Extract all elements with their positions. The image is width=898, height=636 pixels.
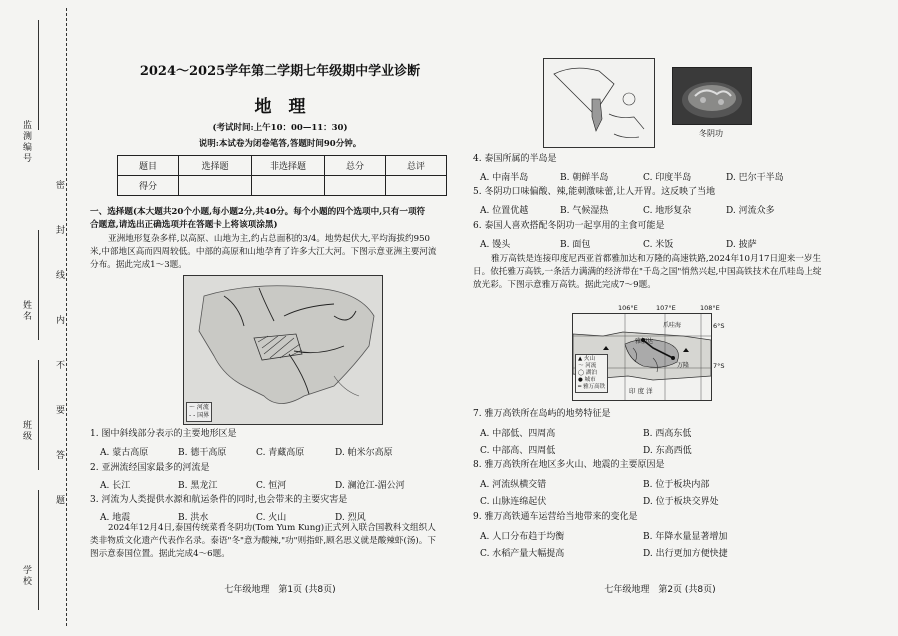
footer-left: 七年级地理 第1页 (共8页): [224, 585, 336, 595]
binding-label-school: 学校: [21, 565, 31, 587]
binding-warning: 密 封 线 内 不 要 答 题: [54, 180, 64, 506]
option-8d[interactable]: D. 位于板块交界处: [643, 497, 719, 507]
option-8a[interactable]: A. 河流纵横交错: [480, 480, 547, 490]
option-8c[interactable]: C. 山脉连绵起伏: [480, 497, 547, 507]
passage-railway: 雅万高铁是连接印度尼西亚首都雅加达和万隆的高速铁路,2024年10月17日迎来一岁生日。依托雅万高铁,一条活力满满的经济带在"千岛之国"悄然兴起,中国高铁技术在爪哇岛上绽放光彩。下图示意雅万高铁。据此完成7～9题。: [473, 254, 822, 290]
option-8b[interactable]: B. 位于板块内部: [643, 480, 710, 490]
binding-underline: [38, 490, 39, 610]
score-header: 非选择题: [252, 156, 325, 176]
option-5a[interactable]: A. 位置优越: [480, 206, 529, 216]
option-3a[interactable]: A. 地震: [100, 513, 131, 523]
option-1b[interactable]: B. 德干高原: [178, 448, 227, 458]
city-bandung: 万隆: [677, 362, 690, 369]
option-6a[interactable]: A. 馒头: [480, 240, 511, 250]
thailand-location-map: [543, 58, 655, 148]
passage-thailand: 2024年12月4日,泰国传统菜肴冬阴功(Tom Yum Kung)正式列入联合国教科文组织人类非物质文化遗产代表作名录。泰语"冬"意为酸辣,"功"则指虾,顾名思义就是酸辣虾(汤)。下图示意泰国位置。据此完成4～6题。: [90, 523, 436, 559]
option-9c[interactable]: C. 水稻产量大幅提高: [480, 549, 565, 559]
option-1a[interactable]: A. 蒙古高原: [100, 448, 149, 458]
option-7d[interactable]: D. 东高西低: [643, 446, 692, 456]
footer-right: 七年级地理 第2页 (共8页): [604, 585, 716, 595]
subject-title: 地 理: [254, 97, 306, 117]
option-5c[interactable]: C. 地形复杂: [643, 206, 692, 216]
option-2a[interactable]: A. 长江: [100, 481, 131, 491]
score-header: 总分: [325, 156, 386, 176]
option-2b[interactable]: B. 黑龙江: [178, 481, 218, 491]
binding-label-id: 监测编号: [21, 120, 31, 164]
section-intro: 合题意,请选出正确选项并在答题卡上将该项涂黑): [90, 220, 278, 230]
option-9b[interactable]: B. 年降水量显著增加: [643, 532, 728, 542]
option-7b[interactable]: B. 西高东低: [643, 429, 692, 439]
option-7a[interactable]: A. 中部低、四周高: [480, 429, 556, 439]
option-4c[interactable]: C. 印度半岛: [643, 173, 692, 183]
score-table: [117, 155, 447, 196]
score-cell[interactable]: [386, 176, 447, 196]
question-8: 8. 雅万高铁所在地区多火山、地震的主要原因是: [473, 460, 665, 470]
binding-underline: [38, 20, 39, 130]
binding-underline: [38, 360, 39, 470]
score-row-label: 得分: [118, 176, 179, 196]
section-intro: 一、选择题(本大题共20个小题,每小题2分,共40分。每个小题的四个选项中,只有一项符: [90, 207, 426, 217]
map-legend: ～ 河流 - - 国界: [186, 402, 212, 422]
question-1: 1. 图中斜线部分表示的主要地形区是: [90, 429, 237, 439]
question-5: 5. 冬阴功口味偏酸、辣,能刺激味蕾,让人开胃。这反映了当地: [473, 187, 716, 197]
option-6b[interactable]: B. 面包: [560, 240, 591, 250]
map3-legend: ▲ 火山 ～ 河流 ◯ 湖泊 ● 城市 ━ 雅万高铁: [575, 354, 608, 393]
java-railway-map: [572, 313, 712, 401]
sea-north-label: 爪哇海: [663, 322, 682, 329]
lon-label: 106°E: [618, 304, 638, 312]
option-9a[interactable]: A. 人口分布趋于均衡: [480, 532, 565, 542]
score-header: 总评: [386, 156, 447, 176]
binding-label-class: 班级: [21, 420, 31, 442]
sea-south-label: 印 度 洋: [629, 387, 653, 395]
option-2d[interactable]: D. 澜沧江-湄公河: [335, 481, 405, 491]
option-9d[interactable]: D. 出行更加方便快捷: [643, 549, 728, 559]
option-1c[interactable]: C. 青藏高原: [256, 448, 305, 458]
exam-title: 2024～2025学年第二学期七年级期中学业诊断: [139, 64, 421, 79]
score-header: 选择题: [179, 156, 252, 176]
score-header: 题目: [118, 156, 179, 176]
option-1d[interactable]: D. 帕米尔高原: [335, 448, 393, 458]
option-4a[interactable]: A. 中南半岛: [480, 173, 529, 183]
lat-label: 7°S: [713, 362, 725, 370]
binding-underline: [38, 230, 39, 340]
lat-label: 6°S: [713, 322, 725, 330]
binding-line: [66, 8, 67, 626]
tom-yum-photo: [672, 67, 752, 125]
option-4b[interactable]: B. 朝鲜半岛: [560, 173, 609, 183]
question-9: 9. 雅万高铁通车运营给当地带来的变化是: [473, 512, 638, 522]
option-5b[interactable]: B. 气候湿热: [560, 206, 609, 216]
option-3d[interactable]: D. 烈风: [335, 513, 366, 523]
question-6: 6. 泰国人喜欢搭配冬阴功一起享用的主食可能是: [473, 221, 665, 231]
score-cell[interactable]: [325, 176, 386, 196]
score-cell[interactable]: [179, 176, 252, 196]
option-2c[interactable]: C. 恒河: [256, 481, 287, 491]
option-5d[interactable]: D. 河流众多: [726, 206, 775, 216]
lon-label: 108°E: [700, 304, 720, 312]
exam-time: (考试时间:上午10：00—11：30): [212, 123, 348, 133]
question-7: 7. 雅万高铁所在岛屿的地势特征是: [473, 409, 611, 419]
option-7c[interactable]: C. 中部高、四周低: [480, 446, 556, 456]
asia-river-map: [183, 275, 383, 425]
option-3c[interactable]: C. 火山: [256, 513, 287, 523]
city-jakarta: 雅加达: [635, 338, 654, 345]
option-4d[interactable]: D. 巴尔干半岛: [726, 173, 784, 183]
lon-label: 107°E: [656, 304, 676, 312]
question-2: 2. 亚洲流经国家最多的河流是: [90, 463, 210, 473]
option-6d[interactable]: D. 披萨: [726, 240, 757, 250]
exam-note: 说明:本试卷为闭卷笔答,答题时间90分钟。: [198, 139, 362, 149]
question-4: 4. 泰国所属的半岛是: [473, 154, 557, 164]
option-3b[interactable]: B. 洪水: [178, 513, 209, 523]
score-cell[interactable]: [252, 176, 325, 196]
binding-label-name: 姓名: [21, 300, 31, 322]
photo-caption: 冬阴功: [699, 129, 723, 138]
question-3: 3. 河流为人类提供水源和航运条件的同时,也会带来的主要灾害是: [90, 495, 348, 505]
passage-asia: 亚洲地形复杂多样,以高原、山地为主,约占总面积的3/4。地势起伏大,平均海拔约950米,中部地区高而四周较低。中部的高原和山地孕育了许多大江大河。下图示意亚洲主要河流分布。据此完成1～3题。: [90, 234, 437, 270]
option-6c[interactable]: C. 米饭: [643, 240, 674, 250]
